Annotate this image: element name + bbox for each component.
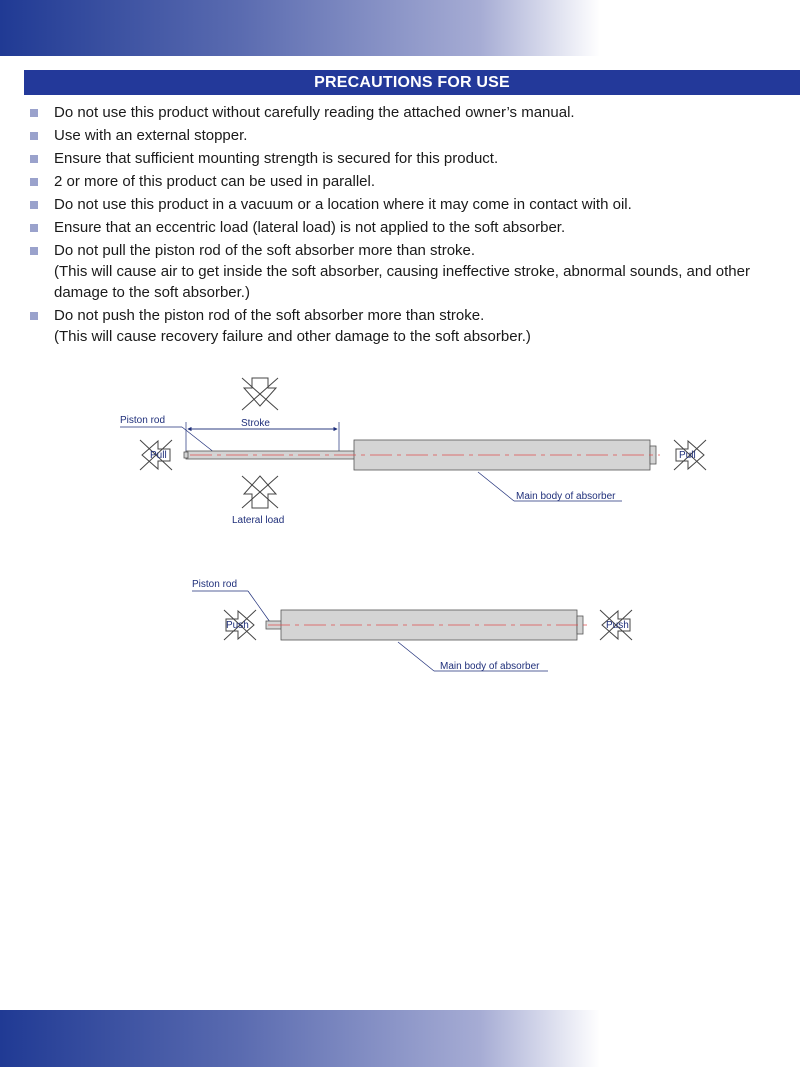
- square-bullet-icon: [30, 312, 38, 320]
- square-bullet-icon: [30, 155, 38, 163]
- precaution-item: Do not pull the piston rod of the soft absorber more than stroke. (This will cause air to get inside the soft absorber, causing ineffective stroke, abnormal sounds, and other damage to the soft absorber.): [28, 240, 768, 303]
- precautions-list: [28, 102, 768, 349]
- square-bullet-icon: [30, 201, 38, 209]
- section-header: [24, 70, 800, 95]
- precaution-item: Ensure that an eccentric load (lateral load) is not applied to the soft absorber.: [28, 217, 768, 238]
- main-body-label: Main body of absorber: [440, 661, 540, 672]
- top-decorative-band: [0, 0, 800, 56]
- precaution-note: (This will cause recovery failure and other damage to the soft absorber.): [54, 328, 531, 345]
- precaution-item: Do not use this product in a vacuum or a location where it may come in contact with oil.: [28, 194, 768, 215]
- precaution-item: Use with an external stopper.: [28, 125, 768, 146]
- prohibited-lateral-load-top-icon: [242, 378, 278, 410]
- push-left-label: Push: [226, 620, 249, 631]
- main-body-label: Main body of absorber: [516, 491, 616, 502]
- precaution-item: Do not use this product without carefully reading the attached owner’s manual.: [28, 102, 768, 123]
- precaution-item: Ensure that sufficient mounting strength is secured for this product.: [28, 148, 768, 169]
- lateral-load-label: Lateral load: [232, 515, 285, 526]
- push-right-label: Push: [606, 620, 629, 631]
- square-bullet-icon: [30, 224, 38, 232]
- prohibited-lateral-load-bottom-icon: [242, 476, 278, 508]
- square-bullet-icon: [30, 247, 38, 255]
- square-bullet-icon: [30, 132, 38, 140]
- stroke-label: Stroke: [241, 418, 270, 429]
- pull-left-label: Pull: [150, 450, 167, 461]
- square-bullet-icon: [30, 109, 38, 117]
- bottom-decorative-band: [0, 1010, 800, 1067]
- precaution-item: Do not push the piston rod of the soft absorber more than stroke. (This will cause recovery failure and other damage to the soft absorber.): [28, 305, 768, 347]
- square-bullet-icon: [30, 178, 38, 186]
- piston-rod-label: Piston rod: [120, 415, 166, 426]
- precaution-note: (This will cause air to get inside the soft absorber, causing ineffective stroke, abnormal sounds, and other damage to the soft absorber.): [54, 263, 750, 301]
- absorber-diagrams: [0, 360, 800, 690]
- pull-right-label: Pull: [679, 450, 696, 461]
- section-title: PRECAUTIONS FOR USE: [314, 73, 510, 91]
- push-diagram: [192, 579, 632, 672]
- piston-rod-label: Piston rod: [192, 579, 238, 590]
- precaution-item: 2 or more of this product can be used in parallel.: [28, 171, 768, 192]
- pull-diagram: [120, 378, 706, 526]
